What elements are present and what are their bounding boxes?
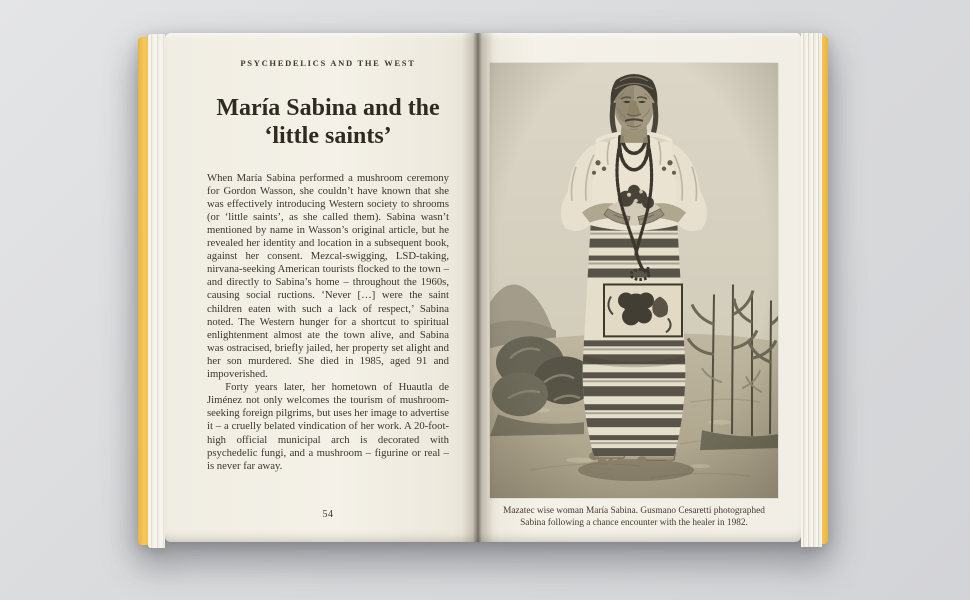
maria-sabina-photo bbox=[490, 63, 778, 498]
maria-sabina-photo-illustration bbox=[490, 63, 778, 498]
running-head: PSYCHEDELICS AND THE WEST bbox=[240, 58, 416, 68]
body-paragraph-2: Forty years later, her hometown of Huautla de Jiménez not only welcomes the tourism of mushroom-seeking foreign pilgrims, but uses her image to advertise it – a cruelly belated vindication of her work. A 20-foot-high official municipal arch is decorated with psychedelic fungi, and a mushroom – figurine or real – is never far away. bbox=[207, 381, 449, 472]
photo-caption-line2: Sabina following a chance encounter with the healer in 1982. bbox=[520, 517, 748, 528]
photo-caption bbox=[490, 506, 778, 529]
chapter-title-line1: María Sabina and the bbox=[216, 95, 440, 121]
left-page bbox=[165, 33, 478, 542]
left-page-stack-edge bbox=[148, 34, 165, 548]
right-page-stack-edge bbox=[801, 33, 822, 547]
photo-caption-line1: Mazatec wise woman María Sabina. Gusmano Cesaretti photographed bbox=[503, 506, 765, 516]
body-text bbox=[207, 172, 449, 473]
open-book bbox=[138, 33, 828, 548]
right-page bbox=[478, 33, 801, 542]
body-paragraph-1: When María Sabina performed a mushroom ceremony for Gordon Wasson, she couldn’t have known that she was effectively introducing Western society to shrooms (or ‘little saints’, as she called them). Sabina wasn’t mentioned by name in Wasson’s original article, but he revealed her identity and location in a subsequent book, against her consent. Mezcal-swigging, LSD-taking, nirvana-seeking American tourists flocked to the town – and directly to Sabina’s home – throughout the 1960s, causing social ructions. ‘Never […] were the saint children eaten with such a lack of respect,’ Sabina noted. The Western hunger for a shortcut to spiritual enlightenment almost ate the town alive, and Sabina was ostracised, briefly jailed, her property set alight and her son murdered. She died in 1985, aged 91 and impoverished. bbox=[207, 171, 449, 381]
left-cover-edge bbox=[138, 37, 148, 545]
right-cover-edge bbox=[822, 36, 828, 544]
page-number: 54 bbox=[322, 509, 334, 520]
chapter-title bbox=[207, 94, 449, 151]
chapter-title-line2: ‘little saints’ bbox=[264, 123, 392, 150]
